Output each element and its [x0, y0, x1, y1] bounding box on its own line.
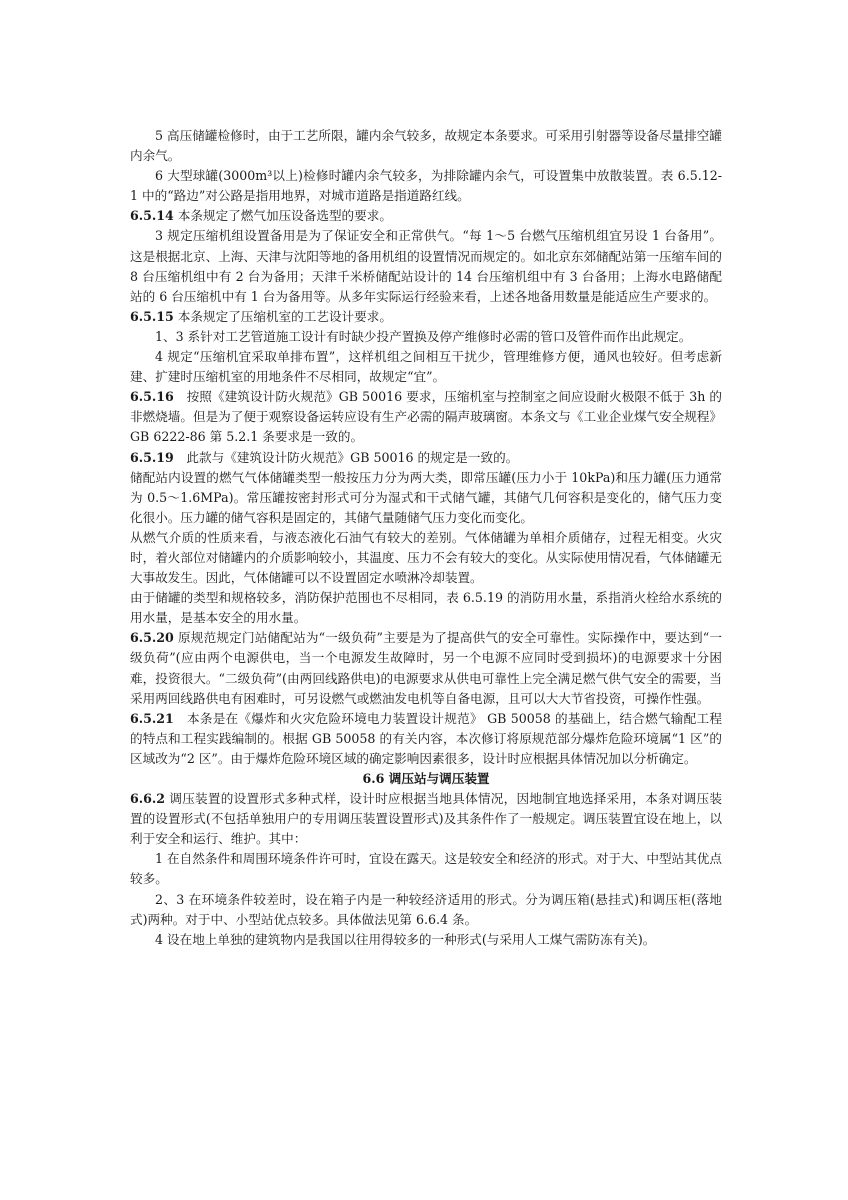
clause-number: 6.5.20: [130, 630, 174, 646]
paragraph-fire-water-volume: 由于储罐的类型和规格较多，消防保护范围也不尽相同，表 6.5.19 的消防用水量，系指消火栓给水系统的用水量，是基本安全的用水量。: [130, 590, 722, 626]
clause-number: 6.5.21: [130, 710, 174, 726]
clause-number: 6.5.14: [130, 208, 174, 224]
clause-6-5-16: [130, 387, 722, 447]
clause-6-5-14: [130, 206, 722, 226]
paragraph-6-large-spherical-tank: 6 大型球罐(3000m³以上)检修时罐内余气较多，为排除罐内余气，可设置集中放散装置。表 6.5.12-1 中的“路边”对公路是指用地界，对城市道路是指道路红线。: [130, 168, 722, 204]
paragraph-2-3-box-cabinet: 2、3 在环境条件较差时，设在箱子内是一种较经济适用的形式。分为调压箱(悬挂式)和调压柜(落地式)两种。对于中、小型站优点较多。具体做法见第 6.6.4 条。: [130, 891, 722, 927]
clause-6-5-19: [130, 448, 722, 468]
clause-text: 本条是在《爆炸和火灾危险环境电力装置设计规范》 GB 50058 的基础上，结合燃气输配工程的特点和工程实践编制的。根据 GB 50058 的有关内容，本次修订将原规范部分爆炸危险环境属“1 区”的区域改为“2 区”。由于爆炸危险环境区域的确定影响因素很多，设计时应根据具体情况加以分析确定。: [130, 710, 722, 766]
clause-text: 此款与《建筑设计防火规范》GB 50016 的规定是一致的。: [173, 449, 519, 465]
clause-6-5-21: [130, 709, 722, 769]
document-page: [130, 126, 722, 950]
clause-number: 6.5.16: [130, 389, 174, 405]
paragraph-gas-medium-properties: 从燃气介质的性质来看，与液态液化石油气有较大的差别。气体储罐为单相介质储存，过程无相变。火灾时，着火部位对储罐内的介质影响较小，其温度、压力不会有较大的变化。从实际使用情况看，气体储罐无大事故发生。因此，气体储罐可以不设置固定水喷淋冷却装置。: [130, 529, 722, 586]
paragraph-3-compressor-backup: 3 规定压缩机组设置备用是为了保证安全和正常供气。“每 1～5 台燃气压缩机组宜另设 1 台备用”。这是根据北京、上海、天津与沈阳等地的备用机组的设置情况而规定的。如北京东郊储配站第一压缩车间的 8 台压缩机组中有 2 台为备用；天津千米桥储配站设计的 14 台压缩机组中有 3 台备用；上海水电路储配站的 6 台压缩机中有 1 台为备用等。从多年实际运行经验来看，上述各地备用数量是能适应生产要求的。: [130, 228, 722, 304]
clause-text: 按照《建筑设计防火规范》GB 50016 要求，压缩机室与控制室之间应设耐火极限不低于 3h 的非燃烧墙。但是为了便于观察设备运转应设有生产必需的隔声玻璃窗。本条文与《工业企业煤气安全规程》GB 6222-86 第 5.2.1 条要求是一致的。: [130, 389, 722, 445]
paragraph-4-separate-building: 4 设在地上单独的建筑物内是我国以往用得较多的一种形式(与采用人工煤气需防冻有关)。: [155, 931, 656, 947]
clause-number: 6.5.19: [130, 449, 174, 465]
section-title: 6.6 调压站与调压装置: [362, 771, 490, 786]
paragraph-1-outdoor: 1 在自然条件和周围环境条件许可时，宜设在露天。这是较安全和经济的形式。对于大、中型站其优点较多。: [130, 851, 722, 887]
paragraph-5-high-pressure-tank: 5 高压储罐检修时，由于工艺所限，罐内余气较多，故规定本条要求。可采用引射器等设备尽量排空罐内余气。: [130, 128, 722, 164]
clause-text: 调压装置的设置形式多种式样，设计时应根据当地具体情况，因地制宜地选择采用，本条对调压装置的设置形式(不包括单独用户的专用调压装置设置形式)及其条件作了一般规定。调压装置宜设在地上，以利于安全和运行、维护。其中：: [130, 791, 722, 847]
clause-text: 本条规定了燃气加压设备选型的要求。: [173, 208, 392, 224]
paragraph-4-single-row-layout: 4 规定“压缩机宜采取单排布置”，这样机组之间相互干扰少，管理维修方便，通风也较好。但考虑新建、扩建时压缩机室的用地条件不尽相同，故规定“宜”。: [130, 349, 722, 385]
clause-text: 本条规定了压缩机室的工艺设计要求。: [173, 308, 392, 324]
clause-6-6-2: [130, 789, 722, 849]
paragraph-tank-types: 储配站内设置的燃气气体储罐类型一般按压力分为两大类，即常压罐(压力小于 10kPa)和压力罐(压力通常为 0.5～1.6MPa)。常压罐按密封形式可分为湿式和干式储气罐，其储气几何容积是变化的，储气压力变化很小。压力罐的储气容积是固定的，其储气量随储气压力变化而变化。: [130, 469, 722, 525]
clause-number: 6.5.15: [130, 308, 174, 324]
clause-number: 6.6.2: [130, 791, 166, 807]
paragraph-1-3-pipe-ports: 1、3 系针对工艺管道施工设计有时缺少投产置换及停产维修时必需的管口及管件而作出此规定。: [155, 328, 692, 344]
clause-6-5-15: [130, 307, 722, 327]
clause-text: 原规范规定门站储配站为“一级负荷”主要是为了提高供气的安全可靠性。实际操作中，要达到“一级负荷”(应由两个电源供电，当一个电源发生故障时，另一个电源不应同时受到损坏)的电源要求十分困难，投资很大。“二级负荷”(由两回线路供电)的电源要求从供电可靠性上完全满足燃气供气安全的需要，当采用两回线路供电有困难时，可另设燃气或燃油发电机等自备电源，且可以大大节省投资，可操作性强。: [130, 630, 722, 706]
clause-6-5-20: [130, 628, 722, 708]
